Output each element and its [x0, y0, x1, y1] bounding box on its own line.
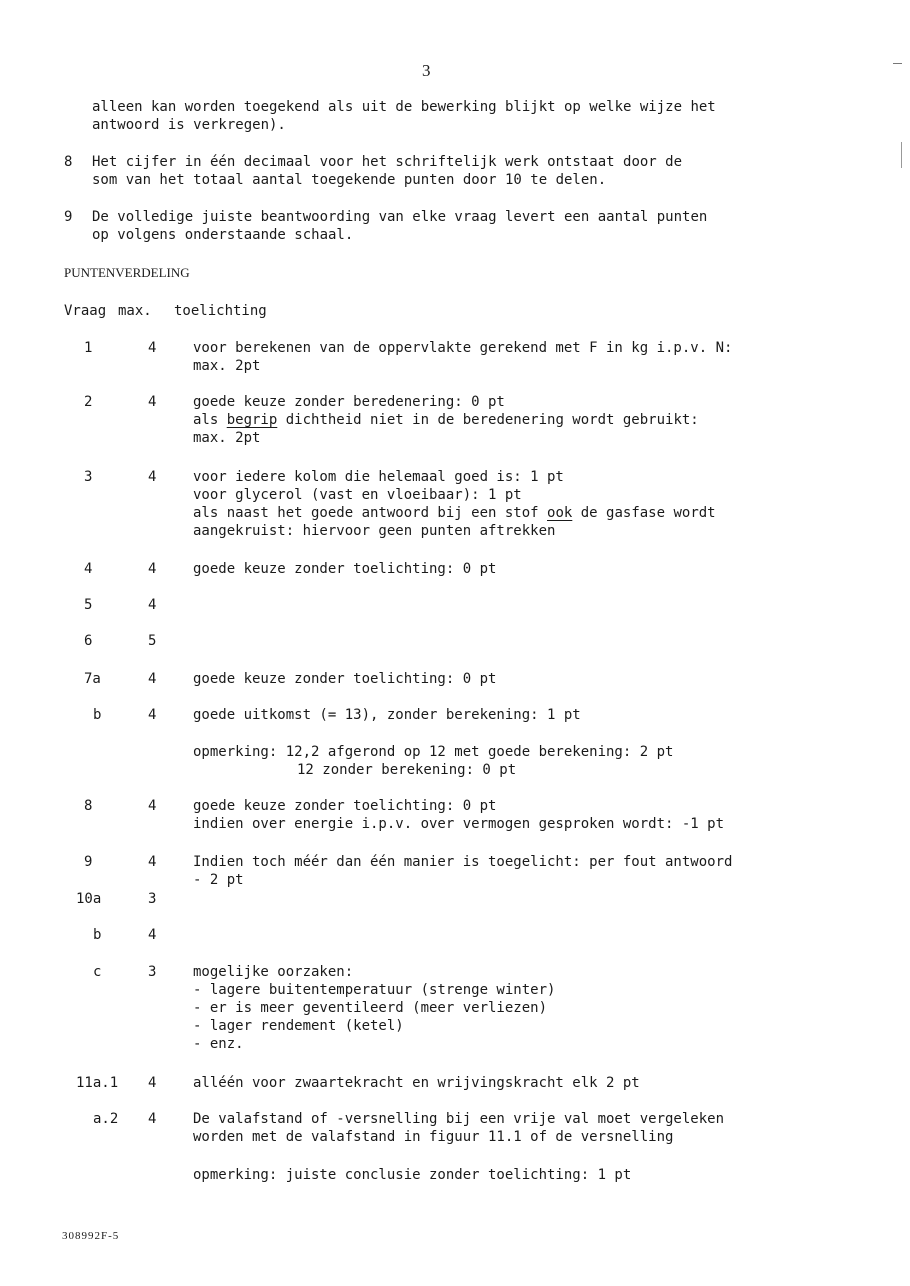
question-number: 3 — [84, 469, 93, 485]
question-number: 2 — [84, 394, 93, 410]
note-line — [193, 504, 716, 522]
edge-mark — [893, 63, 902, 64]
question-number: 11a.1 — [76, 1075, 119, 1091]
note-line — [193, 411, 699, 429]
note-text: dichtheid niet in de beredenering wordt gebruikt: — [277, 412, 699, 428]
list-item: - lager rendement (ketel) — [193, 1018, 404, 1034]
question-number: b — [93, 707, 102, 723]
intro-continuation-line: alleen kan worden toegekend als uit de bewerking blijkt op welke wijze het — [92, 99, 716, 115]
note-line: goede keuze zonder beredenering: 0 pt — [193, 394, 505, 410]
note-line: goede keuze zonder toelichting: 0 pt — [193, 798, 497, 814]
note-line: goede uitkomst (= 13), zonder berekening: 1 pt — [193, 707, 581, 723]
max-points: 4 — [148, 1075, 157, 1091]
question-number: 8 — [84, 798, 93, 814]
rule-text-line: De volledige juiste beantwoording van elke vraag levert een aantal punten — [92, 209, 708, 225]
max-points: 4 — [148, 394, 157, 410]
list-item: - lagere buitentemperatuur (strenge winter) — [193, 982, 556, 998]
question-number: 9 — [84, 854, 93, 870]
question-number: 10a — [76, 891, 102, 907]
note-line: indien over energie i.p.v. over vermogen gesproken wordt: -1 pt — [193, 816, 725, 832]
max-points: 4 — [148, 469, 157, 485]
rule-text-line: som van het totaal aantal toegekende punten door 10 te delen. — [92, 172, 607, 188]
footer-code: 308992F-5 — [62, 1230, 120, 1242]
question-number: 7a — [84, 671, 101, 687]
max-points: 4 — [148, 927, 157, 943]
max-points: 3 — [148, 891, 157, 907]
header-max: max. — [118, 303, 152, 319]
max-points: 4 — [148, 707, 157, 723]
note-line: - 2 pt — [193, 872, 244, 888]
note-text: de gasfase wordt — [572, 505, 716, 521]
max-points: 4 — [148, 1111, 157, 1127]
question-number: 5 — [84, 597, 93, 613]
note-text: als — [193, 412, 227, 428]
max-points: 4 — [148, 671, 157, 687]
note-line: voor iedere kolom die helemaal goed is: 1 pt — [193, 469, 564, 485]
remark-line: opmerking: 12,2 afgerond op 12 met goede berekening: 2 pt — [193, 744, 674, 760]
note-line: goede keuze zonder toelichting: 0 pt — [193, 561, 497, 577]
underlined-word: ook — [547, 505, 573, 521]
page-number: 3 — [422, 61, 431, 80]
underlined-word: begrip — [226, 412, 278, 428]
intro-continuation-line: antwoord is verkregen). — [92, 117, 286, 133]
list-item: - er is meer geventileerd (meer verliezen) — [193, 1000, 548, 1016]
note-line: max. 2pt — [193, 358, 261, 374]
max-points: 3 — [148, 964, 157, 980]
note-text: als naast het goede antwoord bij een stof — [193, 505, 548, 521]
remark-line: opmerking: juiste conclusie zonder toelichting: 1 pt — [193, 1167, 632, 1183]
max-points: 4 — [148, 561, 157, 577]
max-points: 4 — [148, 854, 157, 870]
question-number: 4 — [84, 561, 93, 577]
header-toelichting: toelichting — [174, 303, 267, 319]
header-vraag: Vraag — [64, 303, 107, 319]
note-line: max. 2pt — [193, 430, 261, 446]
note-line: voor berekenen van de oppervlakte gerekend met F in kg i.p.v. N: — [193, 340, 733, 356]
max-points: 4 — [148, 798, 157, 814]
question-number: b — [93, 927, 102, 943]
section-title: PUNTENVERDELING — [64, 265, 190, 280]
note-line: De valafstand of -versnelling bij een vrije val moet vergeleken — [193, 1111, 725, 1127]
max-points: 4 — [148, 597, 157, 613]
note-line: aangekruist: hiervoor geen punten aftrekken — [193, 523, 556, 539]
question-number: c — [93, 964, 102, 980]
max-points: 5 — [148, 633, 157, 649]
note-line: Indien toch méér dan één manier is toegelicht: per fout antwoord — [193, 854, 733, 870]
rule-text-line: Het cijfer in één decimaal voor het schriftelijk werk ontstaat door de — [92, 154, 683, 170]
note-line: mogelijke oorzaken: — [193, 964, 354, 980]
rule-text-line: op volgens onderstaande schaal. — [92, 227, 354, 243]
list-item: - enz. — [193, 1036, 244, 1052]
question-number: 6 — [84, 633, 93, 649]
question-number: a.2 — [93, 1111, 119, 1127]
note-line: goede keuze zonder toelichting: 0 pt — [193, 671, 497, 687]
remark-line: 12 zonder berekening: 0 pt — [297, 762, 517, 778]
question-number: 1 — [84, 340, 93, 356]
note-line: voor glycerol (vast en vloeibaar): 1 pt — [193, 487, 522, 503]
rule-number: 8 — [64, 154, 73, 170]
rule-number: 9 — [64, 209, 73, 225]
note-line: worden met de valafstand in figuur 11.1 of de versnelling — [193, 1129, 674, 1145]
edge-mark — [901, 142, 902, 168]
note-line: alléén voor zwaartekracht en wrijvingskracht elk 2 pt — [193, 1075, 640, 1091]
max-points: 4 — [148, 340, 157, 356]
